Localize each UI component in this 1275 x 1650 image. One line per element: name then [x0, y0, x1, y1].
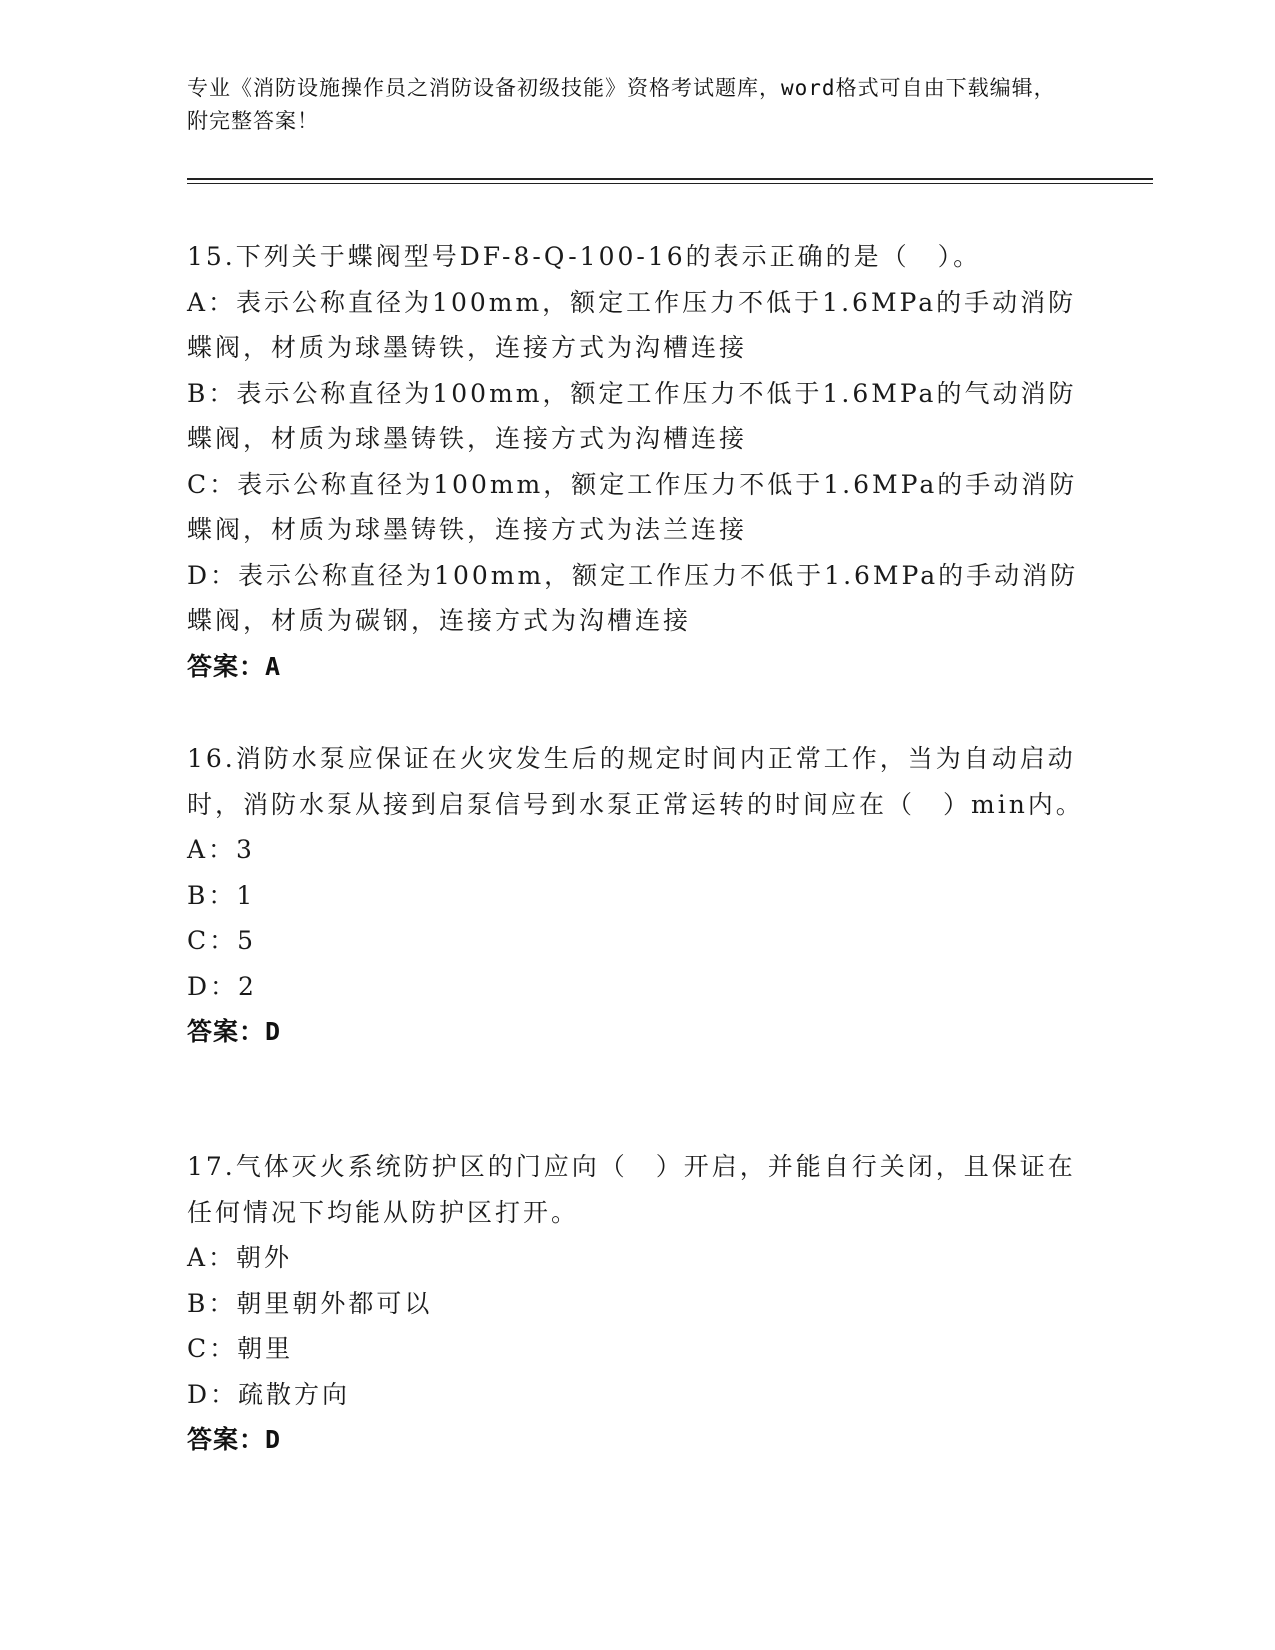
answer: 答案：D — [187, 1425, 282, 1454]
option-d: D：疏散方向 — [187, 1379, 351, 1409]
question-16 — [187, 736, 1087, 1055]
option-c: C：朝里 — [187, 1334, 294, 1363]
option-a: A：朝外 — [187, 1243, 293, 1272]
header-divider — [187, 178, 1153, 184]
option-b: B：1 — [187, 880, 256, 910]
question-stem: 16.消防水泵应保证在火灾发生后的规定时间内正常工作，当为自动启动时，消防水泵从接到启泵信号到水泵正常运转的时间应在（ ）min内。 — [187, 744, 1084, 819]
answer: 答案：A — [187, 651, 282, 681]
answer: 答案：D — [187, 1017, 282, 1046]
question-stem: 15.下列关于蝶阀型号DF-8-Q-100-16的表示正确的是（ ）。 — [187, 242, 982, 271]
option-c: C：5 — [187, 926, 257, 955]
option-d: D：2 — [187, 971, 257, 1001]
option-a: A：3 — [187, 835, 255, 864]
option-a: A：表示公称直径为100mm，额定工作压力不低于1.6MPa的手动消防蝶阀，材质为球墨铸铁，连接方式为沟槽连接 — [187, 287, 1077, 362]
question-15 — [187, 234, 1087, 689]
header-intro: 专业《消防设施操作员之消防设备初级技能》资格考试题库，word格式可自由下载编辑，附完整答案！ — [187, 76, 1056, 133]
question-17 — [187, 1144, 1087, 1463]
option-b: B：朝里朝外都可以 — [187, 1288, 433, 1318]
option-b: B：表示公称直径为100mm，额定工作压力不低于1.6MPa的气动消防蝶阀，材质为球墨铸铁，连接方式为沟槽连接 — [187, 378, 1077, 453]
option-c: C：表示公称直径为100mm，额定工作压力不低于1.6MPa的手动消防蝶阀，材质为球墨铸铁，连接方式为法兰连接 — [187, 469, 1078, 544]
question-stem: 17.气体灭火系统防护区的门应向（ ）开启，并能自行关闭，且保证在任何情况下均能从防护区打开。 — [187, 1152, 1076, 1227]
option-d: D：表示公称直径为100mm，额定工作压力不低于1.6MPa的手动消防蝶阀，材质为碳钢，连接方式为沟槽连接 — [187, 560, 1079, 635]
